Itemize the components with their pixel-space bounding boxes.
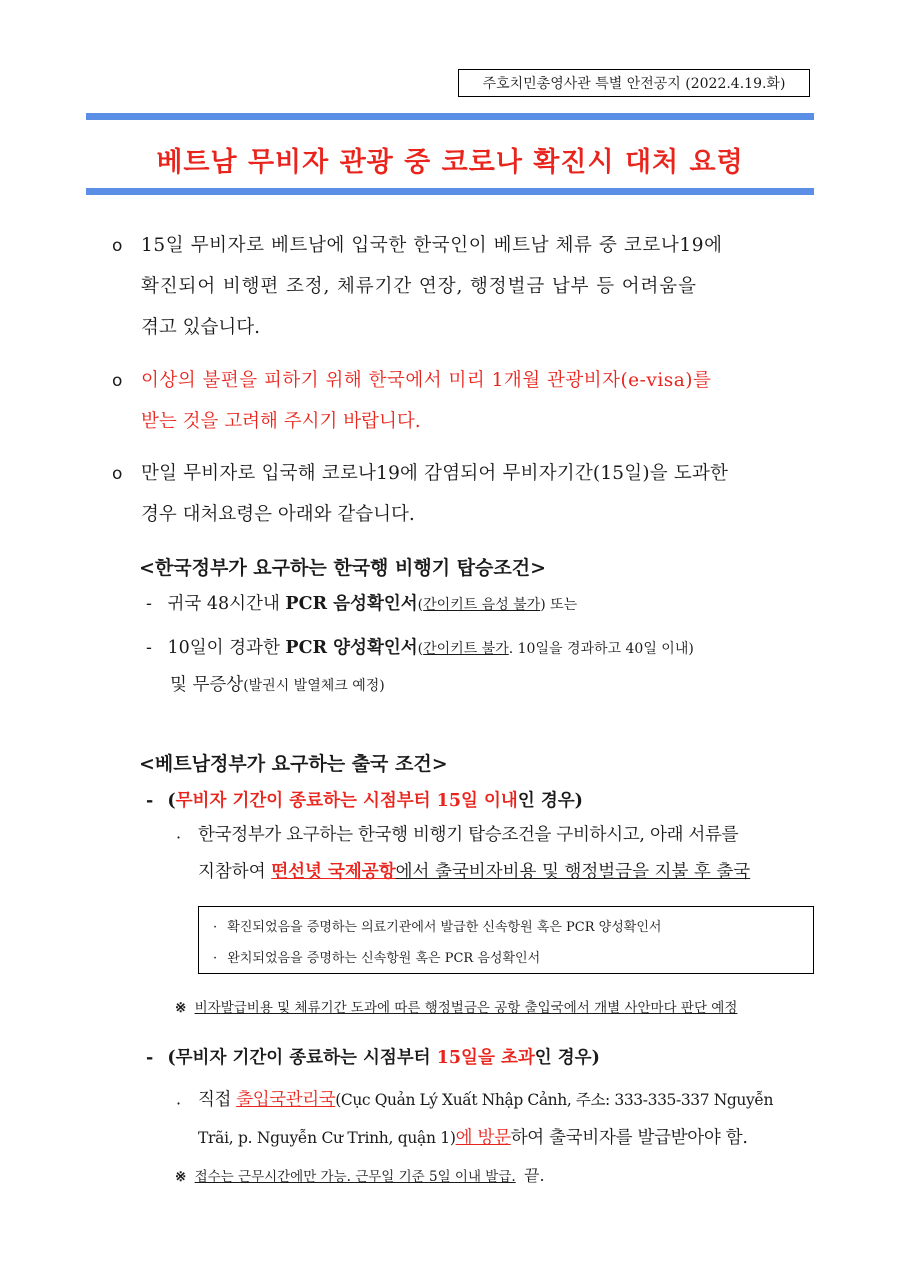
notice-header: 주호치민총영사관 특별 안전공지 (2022.4.19.화): [458, 69, 810, 97]
item-underlined: 간이키트 불가: [423, 641, 509, 657]
case-emphasis: 15일을 초과: [436, 1048, 535, 1068]
paragraph-1-line: 겪고 있습니다.: [141, 317, 260, 338]
case-emphasis: 무비자 기간이 종료하는 시점부터 15일 이내: [175, 791, 518, 811]
case-text: 에서 출국비자비용 및 행정벌금을 지불 후 출국: [395, 862, 751, 882]
section-2-heading: <베트남정부가 요구하는 출국 조건>: [139, 753, 448, 775]
dot-marker: ·: [176, 828, 182, 847]
dot-marker: ·: [213, 951, 218, 966]
case-text: (Cục Quản Lý Xuất Nhập Cảnh, 주소: 333-335-337 Nguyễn: [335, 1091, 774, 1109]
item-emphasis: PCR 양성확인서: [285, 638, 418, 658]
case-text: (: [167, 791, 176, 811]
airport-name: 떤선녓 국제공항: [271, 862, 396, 882]
dash-marker: -: [146, 638, 152, 658]
dot-marker: ·: [176, 1094, 182, 1113]
paragraph-1-line: 15일 무비자로 베트남에 입국한 한국인이 베트남 체류 중 코로나19에: [141, 235, 723, 256]
case-1-line-1: 한국정부가 요구하는 한국행 비행기 탑승조건을 구비하시고, 아래 서류를: [198, 825, 739, 845]
item-underlined: 간이키트 음성 불가: [423, 597, 541, 613]
dash-marker: -: [146, 791, 154, 811]
case-text: 직접: [198, 1090, 237, 1110]
item-text: (: [417, 641, 424, 657]
immigration-office: 출입국관리국: [236, 1090, 336, 1110]
case-text: (무비자 기간이 종료하는 시점부터: [167, 1048, 437, 1068]
paragraph-2: [141, 360, 817, 442]
bottom-rule: [86, 188, 814, 195]
case-text: 인 경우): [534, 1048, 600, 1068]
item-text: 10일이 경과한: [167, 638, 286, 658]
note-mark: ※: [175, 1000, 187, 1016]
requirement-item-2-cont: [170, 667, 385, 705]
bullet-marker: o: [112, 464, 123, 484]
dot-marker: ·: [213, 920, 218, 935]
note-mark: ※: [175, 1169, 187, 1185]
item-text: (: [417, 597, 424, 613]
case-text: 인 경우): [517, 791, 583, 811]
item-text: 귀국 48시간내: [167, 594, 286, 614]
item-text: (발권시 발열체크 예정): [243, 678, 385, 694]
paragraph-3: [141, 453, 817, 535]
case-2-heading: [146, 1040, 600, 1077]
paragraph-2-line: 받는 것을 고려해 주시기 바랍니다.: [141, 411, 421, 432]
dash-marker: -: [146, 594, 152, 614]
case-text: 하여 출국비자를 발급받아야 함.: [510, 1128, 748, 1148]
case-text: 지참하여: [198, 862, 272, 882]
note-text: 비자발급비용 및 체류기간 도과에 따른 행정벌금은 공항 출입국에서 개별 사안마다 판단 예정: [194, 1000, 738, 1016]
item-text: 및 무증상: [170, 675, 244, 695]
required-documents-box: [198, 906, 814, 974]
item-emphasis: PCR 음성확인서: [285, 594, 418, 614]
requirement-item-1: [146, 586, 577, 624]
item-text: . 10일을 경과하고 40일 이내): [508, 641, 694, 657]
case-2-line-1: [198, 1082, 773, 1119]
document-text: 완치되었음을 증명하는 신속항원 혹은 PCR 음성확인서: [227, 951, 541, 966]
paragraph-3-line: 경우 대처요령은 아래와 같습니다.: [141, 504, 415, 525]
top-rule: [86, 113, 814, 120]
section-1-heading: <한국정부가 요구하는 한국행 비행기 탑승조건>: [139, 557, 547, 579]
document-text: 확진되었음을 증명하는 의료기관에서 발급한 신속항원 혹은 PCR 양성확인서: [227, 920, 662, 935]
requirement-item-2: [146, 630, 694, 668]
case-1-line-2: [198, 854, 750, 891]
paragraph-3-line: 만일 무비자로 입국해 코로나19에 감염되어 무비자기간(15일)을 도과한: [141, 463, 729, 484]
paragraph-1-line: 확진되어 비행편 조정, 체류기간 연장, 행정벌금 납부 등 어려움을: [141, 276, 697, 297]
visit-emphasis: 에 방문: [455, 1128, 511, 1148]
document-item-2: [213, 947, 540, 966]
case-2-line-2: [198, 1120, 748, 1157]
bullet-marker: o: [112, 236, 123, 256]
case-1-heading: [146, 783, 583, 820]
bullet-marker: o: [112, 371, 123, 391]
note-1: [175, 996, 737, 1016]
item-text: ) 또는: [540, 597, 578, 613]
page-title: 베트남 무비자 관광 중 코로나 확진시 대처 요령: [156, 147, 744, 178]
document-item-1: [213, 916, 661, 935]
note-text: 접수는 근무시간에만 가능. 근무일 기준 5일 이내 발급.: [194, 1169, 516, 1185]
note-2: [175, 1163, 545, 1186]
paragraph-2-line: 이상의 불편을 피하기 위해 한국에서 미리 1개월 관광비자(e-visa)를: [141, 370, 712, 391]
paragraph-1: [141, 225, 817, 348]
dash-marker: -: [146, 1048, 154, 1068]
end-mark: 끝.: [523, 1166, 545, 1185]
case-text: Trãi, p. Nguyễn Cư Trinh, quận 1): [198, 1129, 456, 1147]
